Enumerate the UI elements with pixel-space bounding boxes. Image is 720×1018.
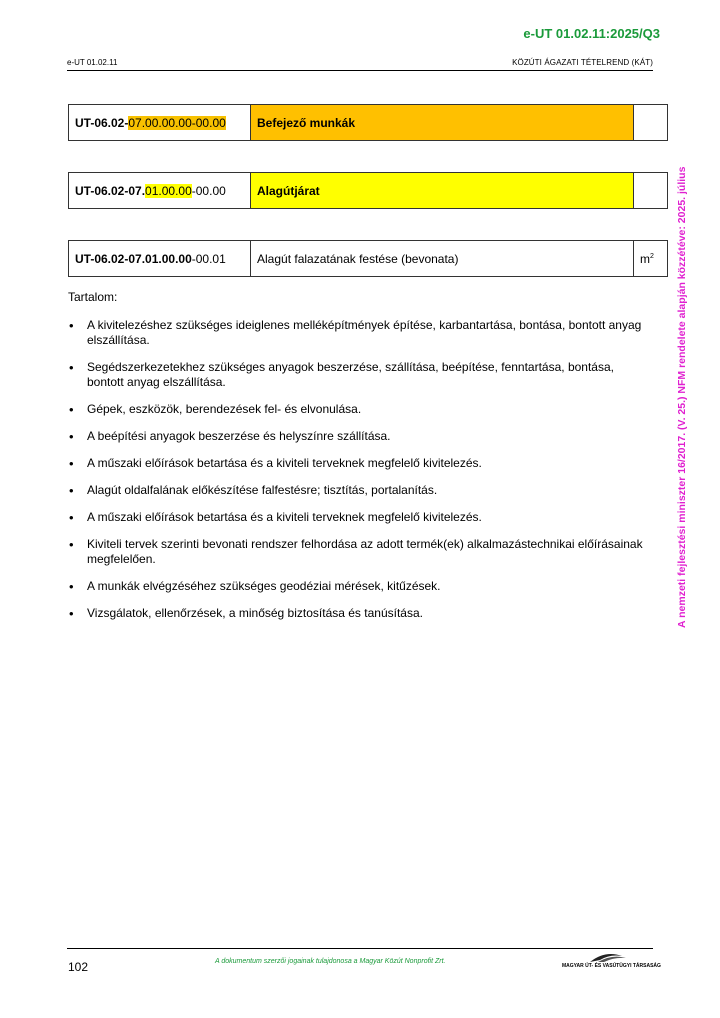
page-number: 102 xyxy=(68,960,89,974)
content-list xyxy=(68,318,648,633)
unit-superscript: 2 xyxy=(650,252,654,260)
list-item: • Alagút oldalfalának előkészítése falfestésre; tisztítás, portalanítás. xyxy=(68,483,648,498)
document-code: e-UT 01.02.11:2025/Q3 xyxy=(523,26,660,41)
logo-text: MAGYAR ÚT- ÉS VASÚTÜGYI TÁRSASÁG xyxy=(562,963,661,969)
item-unit xyxy=(634,105,668,141)
item-unit xyxy=(634,241,668,277)
list-item: • Kiviteli tervek szerinti bevonati rendszer felhordása az adott termék(ek) alkalmazástechnikai előírásainak megfelelően. xyxy=(68,537,648,567)
content-label: Tartalom: xyxy=(68,290,118,304)
side-note: A nemzeti fejlesztési miniszter 16/2017. (V. 25.) NFM rendelete alapján közzétéve: 2025. július xyxy=(676,166,688,628)
item-name: Alagút falazatának festése (bevonata) xyxy=(251,241,634,277)
code-prefix: UT-06.02- xyxy=(75,115,129,130)
item-code xyxy=(69,105,251,141)
code-suffix: -00.00 xyxy=(191,183,226,198)
code-table-row-3 xyxy=(68,240,668,277)
code-highlight: 01.00.00 xyxy=(145,183,192,198)
header-right: KÖZÚTI ÁGAZATI TÉTELREND (KÁT) xyxy=(512,58,653,67)
list-item: • A munkák elvégzéséhez szükséges geodéziai mérések, kitűzések. xyxy=(68,579,648,594)
code-suffix: -00.01 xyxy=(191,251,226,266)
code-table-row-1 xyxy=(68,104,668,141)
list-item: • A beépítési anyagok beszerzése és helyszínre szállítása. xyxy=(68,429,648,444)
list-item: • A kivitelezéshez szükséges ideiglenes melléképítmények építése, karbantartása, bontása, bontott anyag elszállítása. xyxy=(68,318,648,348)
item-code xyxy=(69,241,251,277)
header-divider xyxy=(67,70,653,71)
code-suffix: -00.00 xyxy=(191,115,226,130)
list-item: • Gépek, eszközök, berendezések fel- és elvonulása. xyxy=(68,402,648,417)
item-name: Befejező munkák xyxy=(251,105,634,141)
item-name: Alagútjárat xyxy=(251,173,634,209)
item-unit xyxy=(634,173,668,209)
list-item: • Segédszerkezetekhez szükséges anyagok beszerzése, szállítása, beépítése, fenntartása, bontása, bontott anyag elszállítása. xyxy=(68,360,648,390)
list-item: • Vizsgálatok, ellenőrzések, a minőség biztosítása és tanúsítása. xyxy=(68,606,648,621)
unit-base: m xyxy=(640,251,650,266)
copyright-note: A dokumentum szerzői jogainak tulajdonosa a Magyar Közút Nonprofit Zrt. xyxy=(215,958,446,965)
list-item: • A műszaki előírások betartása és a kiviteli terveknek megfelelő kivitelezés. xyxy=(68,456,648,471)
item-code xyxy=(69,173,251,209)
code-prefix: UT-06.02-07. xyxy=(75,183,146,198)
list-item: • A műszaki előírások betartása és a kiviteli terveknek megfelelő kivitelezés. xyxy=(68,510,648,525)
header-left: e-UT 01.02.11 xyxy=(67,58,118,67)
code-highlight: 07.00.00.00 xyxy=(128,115,192,130)
code-prefix: UT-06.02-07.01.00.00 xyxy=(75,251,192,266)
code-table-row-2 xyxy=(68,172,668,209)
